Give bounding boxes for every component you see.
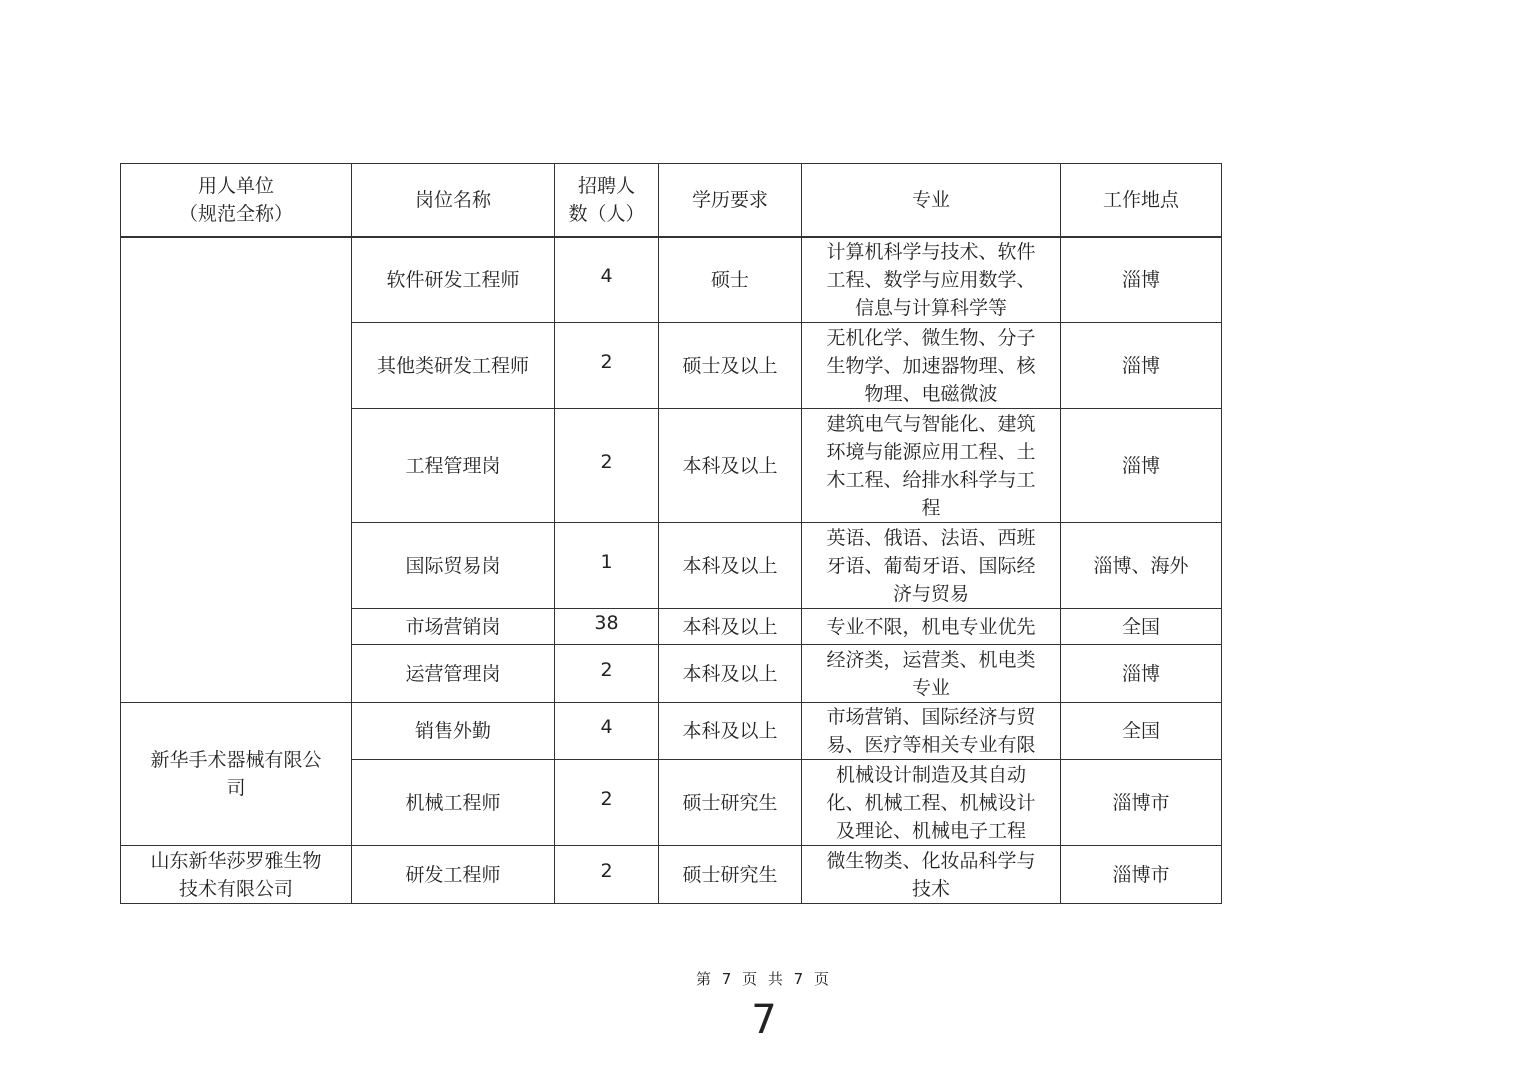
count-cell: 4 [555, 703, 659, 760]
location-cell: 淄博 [1061, 409, 1222, 523]
recruitment-table [120, 163, 1222, 904]
count-cell: 4 [555, 237, 659, 323]
table-header-row [121, 164, 1222, 237]
table-row [121, 846, 1222, 904]
header-position: 岗位名称 [352, 164, 555, 237]
major-cell: 市场营销、国际经济与贸 易、医疗等相关专业有限 [802, 703, 1061, 760]
major-cell: 计算机科学与技术、软件 工程、数学与应用数学、 信息与计算科学等 [802, 237, 1061, 323]
education-cell: 硕士研究生 [659, 760, 802, 846]
location-cell: 淄博市 [1061, 760, 1222, 846]
location-cell: 淄博 [1061, 323, 1222, 409]
education-cell: 硕士 [659, 237, 802, 323]
position-cell: 研发工程师 [352, 846, 555, 904]
table-row [121, 703, 1222, 760]
location-cell: 全国 [1061, 703, 1222, 760]
position-cell: 工程管理岗 [352, 409, 555, 523]
major-cell: 机械设计制造及其自动 化、机械工程、机械设计 及理论、机械电子工程 [802, 760, 1061, 846]
education-cell: 本科及以上 [659, 523, 802, 609]
header-education: 学历要求 [659, 164, 802, 237]
location-cell: 淄博市 [1061, 846, 1222, 904]
education-cell: 硕士研究生 [659, 846, 802, 904]
major-cell: 经济类，运营类、机电类 专业 [802, 645, 1061, 703]
page-number: 7 [751, 997, 777, 1043]
position-cell: 国际贸易岗 [352, 523, 555, 609]
location-cell: 淄博 [1061, 237, 1222, 323]
unit-cell [121, 237, 352, 703]
major-cell: 建筑电气与智能化、建筑 环境与能源应用工程、土 木工程、给排水科学与工 程 [802, 409, 1061, 523]
education-cell: 本科及以上 [659, 609, 802, 645]
position-cell: 机械工程师 [352, 760, 555, 846]
location-cell: 淄博、海外 [1061, 523, 1222, 609]
position-cell: 运营管理岗 [352, 645, 555, 703]
major-cell: 无机化学、微生物、分子 生物学、加速器物理、核 物理、电磁微波 [802, 323, 1061, 409]
count-cell: 2 [555, 645, 659, 703]
position-cell: 销售外勤 [352, 703, 555, 760]
header-location: 工作地点 [1061, 164, 1222, 237]
page-info: 第 7 页 共 7 页 [696, 970, 832, 988]
position-cell: 其他类研发工程师 [352, 323, 555, 409]
education-cell: 本科及以上 [659, 645, 802, 703]
education-cell: 硕士及以上 [659, 323, 802, 409]
major-cell: 微生物类、化妆品科学与 技术 [802, 846, 1061, 904]
location-cell: 淄博 [1061, 645, 1222, 703]
location-cell: 全国 [1061, 609, 1222, 645]
education-cell: 本科及以上 [659, 703, 802, 760]
major-cell: 英语、俄语、法语、西班 牙语、葡萄牙语、国际经 济与贸易 [802, 523, 1061, 609]
position-cell: 市场营销岗 [352, 609, 555, 645]
header-count: 招聘人 数（人） [555, 164, 659, 237]
education-cell: 本科及以上 [659, 409, 802, 523]
header-unit: 用人单位 （规范全称） [121, 164, 352, 237]
count-cell: 2 [555, 323, 659, 409]
unit-cell: 新华手术器械有限公 司 [121, 703, 352, 846]
count-cell: 2 [555, 760, 659, 846]
unit-cell: 山东新华莎罗雅生物 技术有限公司 [121, 846, 352, 904]
table-row [121, 237, 1222, 323]
position-cell: 软件研发工程师 [352, 237, 555, 323]
count-cell: 2 [555, 846, 659, 904]
count-cell: 2 [555, 409, 659, 523]
major-cell: 专业不限，机电专业优先 [802, 609, 1061, 645]
count-cell: 38 [555, 609, 659, 645]
count-cell: 1 [555, 523, 659, 609]
header-major: 专业 [802, 164, 1061, 237]
